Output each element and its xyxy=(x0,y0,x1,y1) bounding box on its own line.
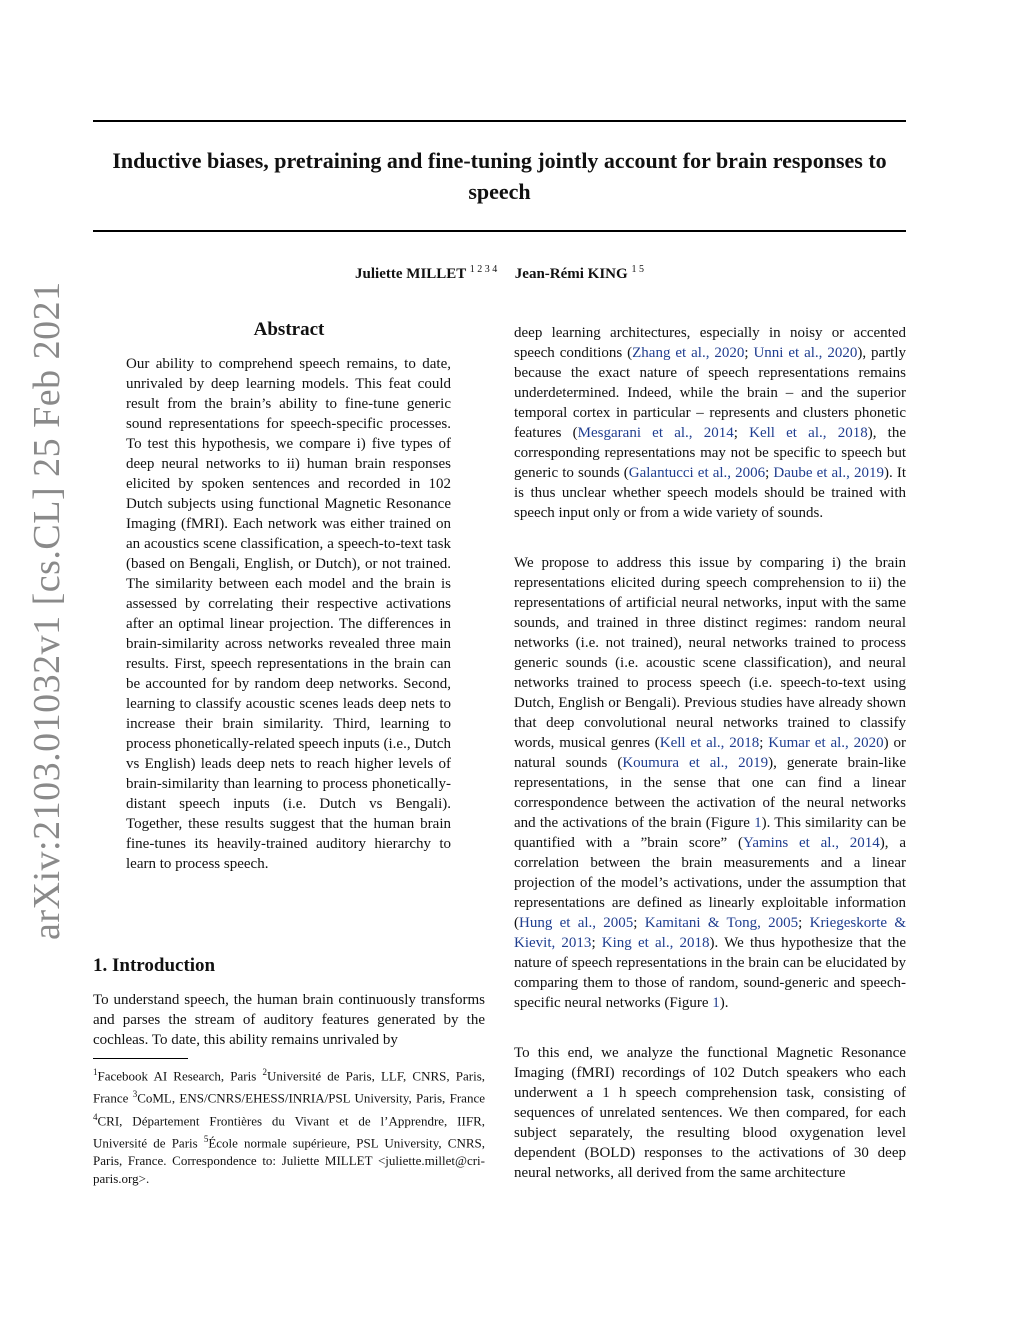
citation-link[interactable]: Zhang et al., 2020 xyxy=(632,345,745,361)
body-text: ; xyxy=(744,345,754,361)
footnote-rule xyxy=(93,1058,188,1059)
citation-link[interactable]: Kell et al., 2018 xyxy=(659,735,760,751)
citation-link[interactable]: Hung et al., 2005 xyxy=(519,915,634,931)
footnote-text: École normale supérieure, PSL University, CNRS, Paris, France. Correspondence to: Juliette MILLET <juliette.millet@cri-paris.org>. xyxy=(93,1135,485,1187)
footnote-marker: 2 xyxy=(262,1067,267,1077)
paper-title: Inductive biases, pretraining and fine-tuning jointly account for brain responses to speech xyxy=(112,148,887,204)
body-text: To this end, we analyze the functional Magnetic Resonance Imaging (fMRI) recordings of 102 Dutch speakers who each underwent a 1 h speech comprehension task, consisting of sequences of unrelated sentences. We then compared, for each subject separately, the resulting blood oxygenation level dependent (BOLD) responses to the activations of 30 deep neural networks, all derived from the same architecture xyxy=(514,1045,906,1181)
author-name: Juliette MILLET xyxy=(355,266,467,282)
title-rule-top xyxy=(93,120,906,122)
footnote-marker: 4 xyxy=(93,1111,98,1122)
citation-link[interactable]: Mesgarani et al., 2014 xyxy=(577,425,734,441)
citation-link[interactable]: Kumar et al., 2020 xyxy=(768,735,884,751)
author-affiliation: 1 5 xyxy=(631,264,644,275)
right-column-paragraph xyxy=(514,553,906,1013)
arxiv-stamp: arXiv:2103.01032v1 [cs.CL] 25 Feb 2021 xyxy=(26,281,68,940)
affiliation-footnote xyxy=(93,1063,485,1188)
body-text: ), the corresponding representations may not be specific to speech but generic to sounds ( xyxy=(514,425,906,481)
author-affiliation: 1 2 3 4 xyxy=(469,264,498,275)
title-rule-bottom xyxy=(93,230,906,232)
body-text: ), partly because the exact nature of speech representations remains underdetermined. Indeed, while the brain – and the superior temporal cortex in particular – represents and clusters phonetic features ( xyxy=(514,345,907,441)
body-text: ). We thus hypothesize that the nature of speech representations in the brain can be elucidated by comparing them to those of random, sound-generic and speech-specific neural networks (Figure xyxy=(514,935,907,1011)
citation-link[interactable]: Kamitani & Tong, 2005 xyxy=(644,915,799,931)
body-text: ; xyxy=(798,915,810,931)
section-heading-introduction: 1. Introduction xyxy=(93,955,216,976)
footnote-text: Université de Paris, LLF, CNRS, Paris, France xyxy=(93,1068,486,1106)
body-text: ) or natural sounds ( xyxy=(514,735,906,771)
body-text: ), generate brain-like representations, in the sense that one can find a linear correspondence between the activation of the neural networks and the activations of the brain (Figure xyxy=(514,755,906,831)
citation-link[interactable]: 1 xyxy=(754,815,762,831)
right-column-paragraph xyxy=(514,323,906,523)
footnote-text: Facebook AI Research, Paris xyxy=(97,1068,263,1084)
citation-link[interactable]: Koumura et al., 2019 xyxy=(622,755,769,771)
footnote-marker: 5 xyxy=(203,1133,209,1144)
body-text: ; xyxy=(591,935,602,951)
citation-link[interactable]: King et al., 2018 xyxy=(601,935,710,951)
citation-link[interactable]: Kriegeskorte & Kievit, 2013 xyxy=(514,915,907,951)
body-text: We propose to address this issue by comparing i) the brain representations elicited during speech comprehension to ii) the representations of artificial neural networks, input with the same sounds, and trained in three distinct regimes: random neural networks (i.e. not trained), neural networks trained to process generic sounds (i.e. acoustic scene classification), and neural networks trained to process speech (i.e. speech-to-text using Dutch, English or Bengali). Previous studies have already shown that deep convolutional neural networks trained to classify words, musical genres ( xyxy=(514,555,906,751)
body-text: ; xyxy=(633,915,645,931)
citation-link[interactable]: Daube et al., 2019 xyxy=(773,465,884,481)
abstract-heading: Abstract xyxy=(253,319,325,340)
citation-link[interactable]: Yamins et al., 2014 xyxy=(743,835,880,851)
footnote-marker: 3 xyxy=(132,1089,138,1100)
citation-link[interactable]: Galantucci et al., 2006 xyxy=(628,465,766,481)
body-text: ). xyxy=(719,995,729,1011)
body-text: ). It is thus unclear whether speech models should be trained with speech input only or from a wide variety of sounds. xyxy=(514,465,906,521)
body-text: ; xyxy=(765,465,774,481)
body-text: ). This similarity can be quantified with a ”brain score” ( xyxy=(514,815,906,851)
body-text: deep learning architectures, especially in noisy or accented speech conditions ( xyxy=(514,325,906,361)
footnote-marker: 1 xyxy=(93,1067,98,1077)
body-text: ; xyxy=(733,425,750,441)
citation-link[interactable]: 1 xyxy=(712,995,720,1011)
right-column-paragraph xyxy=(514,1043,906,1183)
body-text: ), a correlation between the brain measurements and a linear projection of the model’s activations, under the assumption that representations are defined as linearly exploitable information ( xyxy=(514,835,907,931)
body-text: ; xyxy=(759,735,769,751)
author-name: Jean-Rémi KING xyxy=(514,266,628,282)
introduction-paragraph: To understand speech, the human brain continuously transforms and parses the stream of auditory features generated by the cochleas. To date, this ability remains unrivaled by xyxy=(93,992,485,1048)
footnote-text: CoML, ENS/CNRS/EHESS/INRIA/PSL University, Paris, France xyxy=(137,1090,485,1106)
footnote-text: CRI, Département Frontières du Vivant et de l’Apprendre, IIFR, Université de Paris xyxy=(93,1112,485,1151)
citation-link[interactable]: Kell et al., 2018 xyxy=(749,425,868,441)
abstract-text: Our ability to comprehend speech remains, to date, unrivaled by deep learning models. This feat could result from the brain’s ability to fine-tune generic sound representations for speech-specific processes. To test this hypothesis, we compare i) five types of deep neural networks to ii) human brain responses elicited by spoken sentences and recorded in 102 Dutch subjects using functional Magnetic Resonance Imaging (fMRI). Each network was either trained on an acoustics scene classification, a speech-to-text task (based on Bengali, English, or Dutch), or not trained. The similarity between each model and the brain is assessed by correlating their respective activations after an optimal linear projection. The differences in brain-similarity across networks revealed three main results. First, speech representations in the brain can be accounted for by random deep networks. Second, learning to classify acoustic scenes leads deep nets to increase their brain similarity. Third, learning to process phonetically-related speech inputs (i.e., Dutch vs English) leads deep nets to reach higher levels of brain-similarity than learning to process phonetically-distant speech inputs (i.e. Dutch vs Bengali). Together, these results suggest that the human brain fine-tunes its heavily-trained auditory hierarchy to learn to process speech. xyxy=(126,356,451,872)
citation-link[interactable]: Unni et al., 2020 xyxy=(753,345,858,361)
author-list xyxy=(93,264,906,283)
